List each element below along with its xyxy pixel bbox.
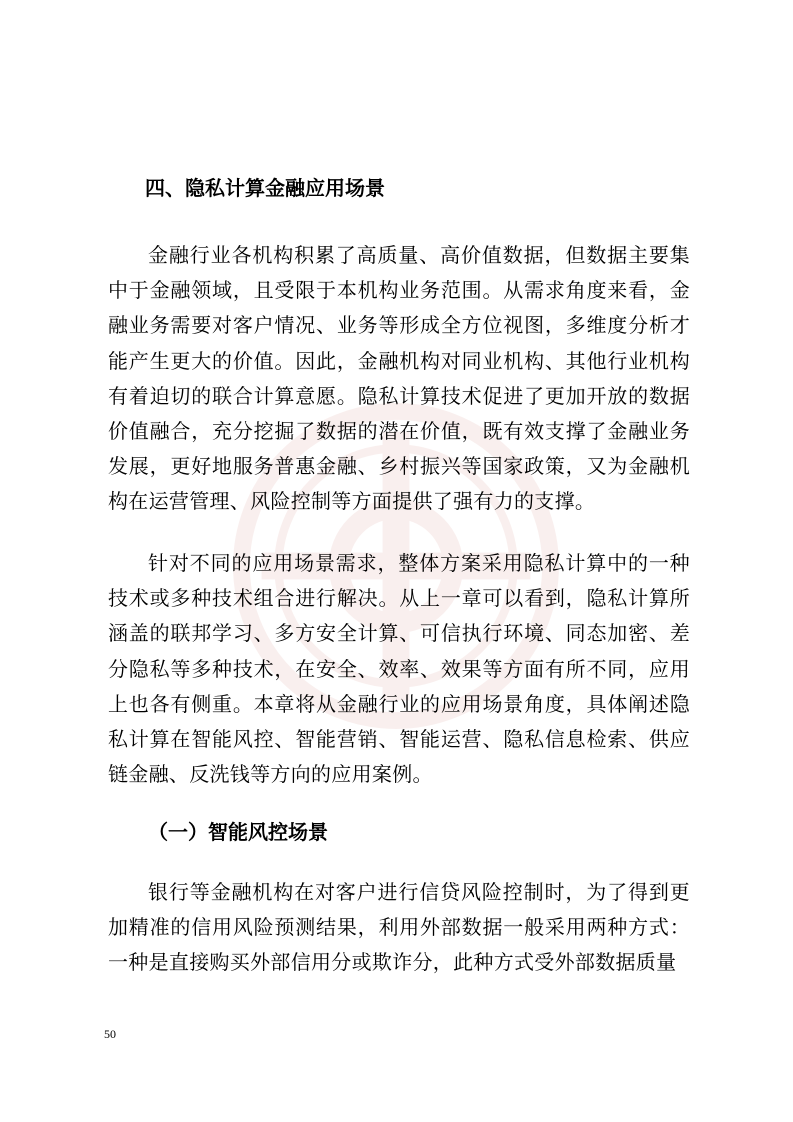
page-number: 50 — [104, 1027, 116, 1041]
paragraph-scenarios: 针对不同的应用场景需求，整体方案采用隐私计算中的一种技术或多种技术组合进行解决。从上一章可以看到，隐私计算所涵盖的联邦学习、多方安全计算、可信执行环境、同态加密、差分隐私等多种技术，在安全、效率、效果等方面有所不同，应用上也各有侧重。本章将从金融行业的应用场景角度，具体阐述隐私计算在智能风控、智能营销、智能运营、隐私信息检索、供应链金融、反洗钱等方向的应用案例。 — [108, 551, 690, 787]
section-heading: 四、隐私计算金融应用场景 — [145, 176, 385, 200]
paragraph-risk-control: 银行等金融机构在对客户进行信贷风险控制时，为了得到更加精准的信用风险预测结果，利用外部数据一般采用两种方式：一种是直接购买外部信用分或欺诈分，此种方式受外部数据质量 — [108, 880, 690, 975]
subsection-heading: （一）智能风控场景 — [148, 820, 328, 844]
paragraph-intro: 金融行业各机构积累了高质量、高价值数据，但数据主要集中于金融领域，且受限于本机构业务范围。从需求角度来看，金融业务需要对客户情况、业务等形成全方位视图，多维度分析才能产生更大的价值。因此，金融机构对同业机构、其他行业机构有着迫切的联合计算意愿。隐私计算技术促进了更加开放的数据价值融合，充分挖掘了数据的潜在价值，既有效支撑了金融业务发展，更好地服务普惠金融、乡村振兴等国家政策，又为金融机构在运营管理、风险控制等方面提供了强有力的支撑。 — [108, 243, 690, 514]
